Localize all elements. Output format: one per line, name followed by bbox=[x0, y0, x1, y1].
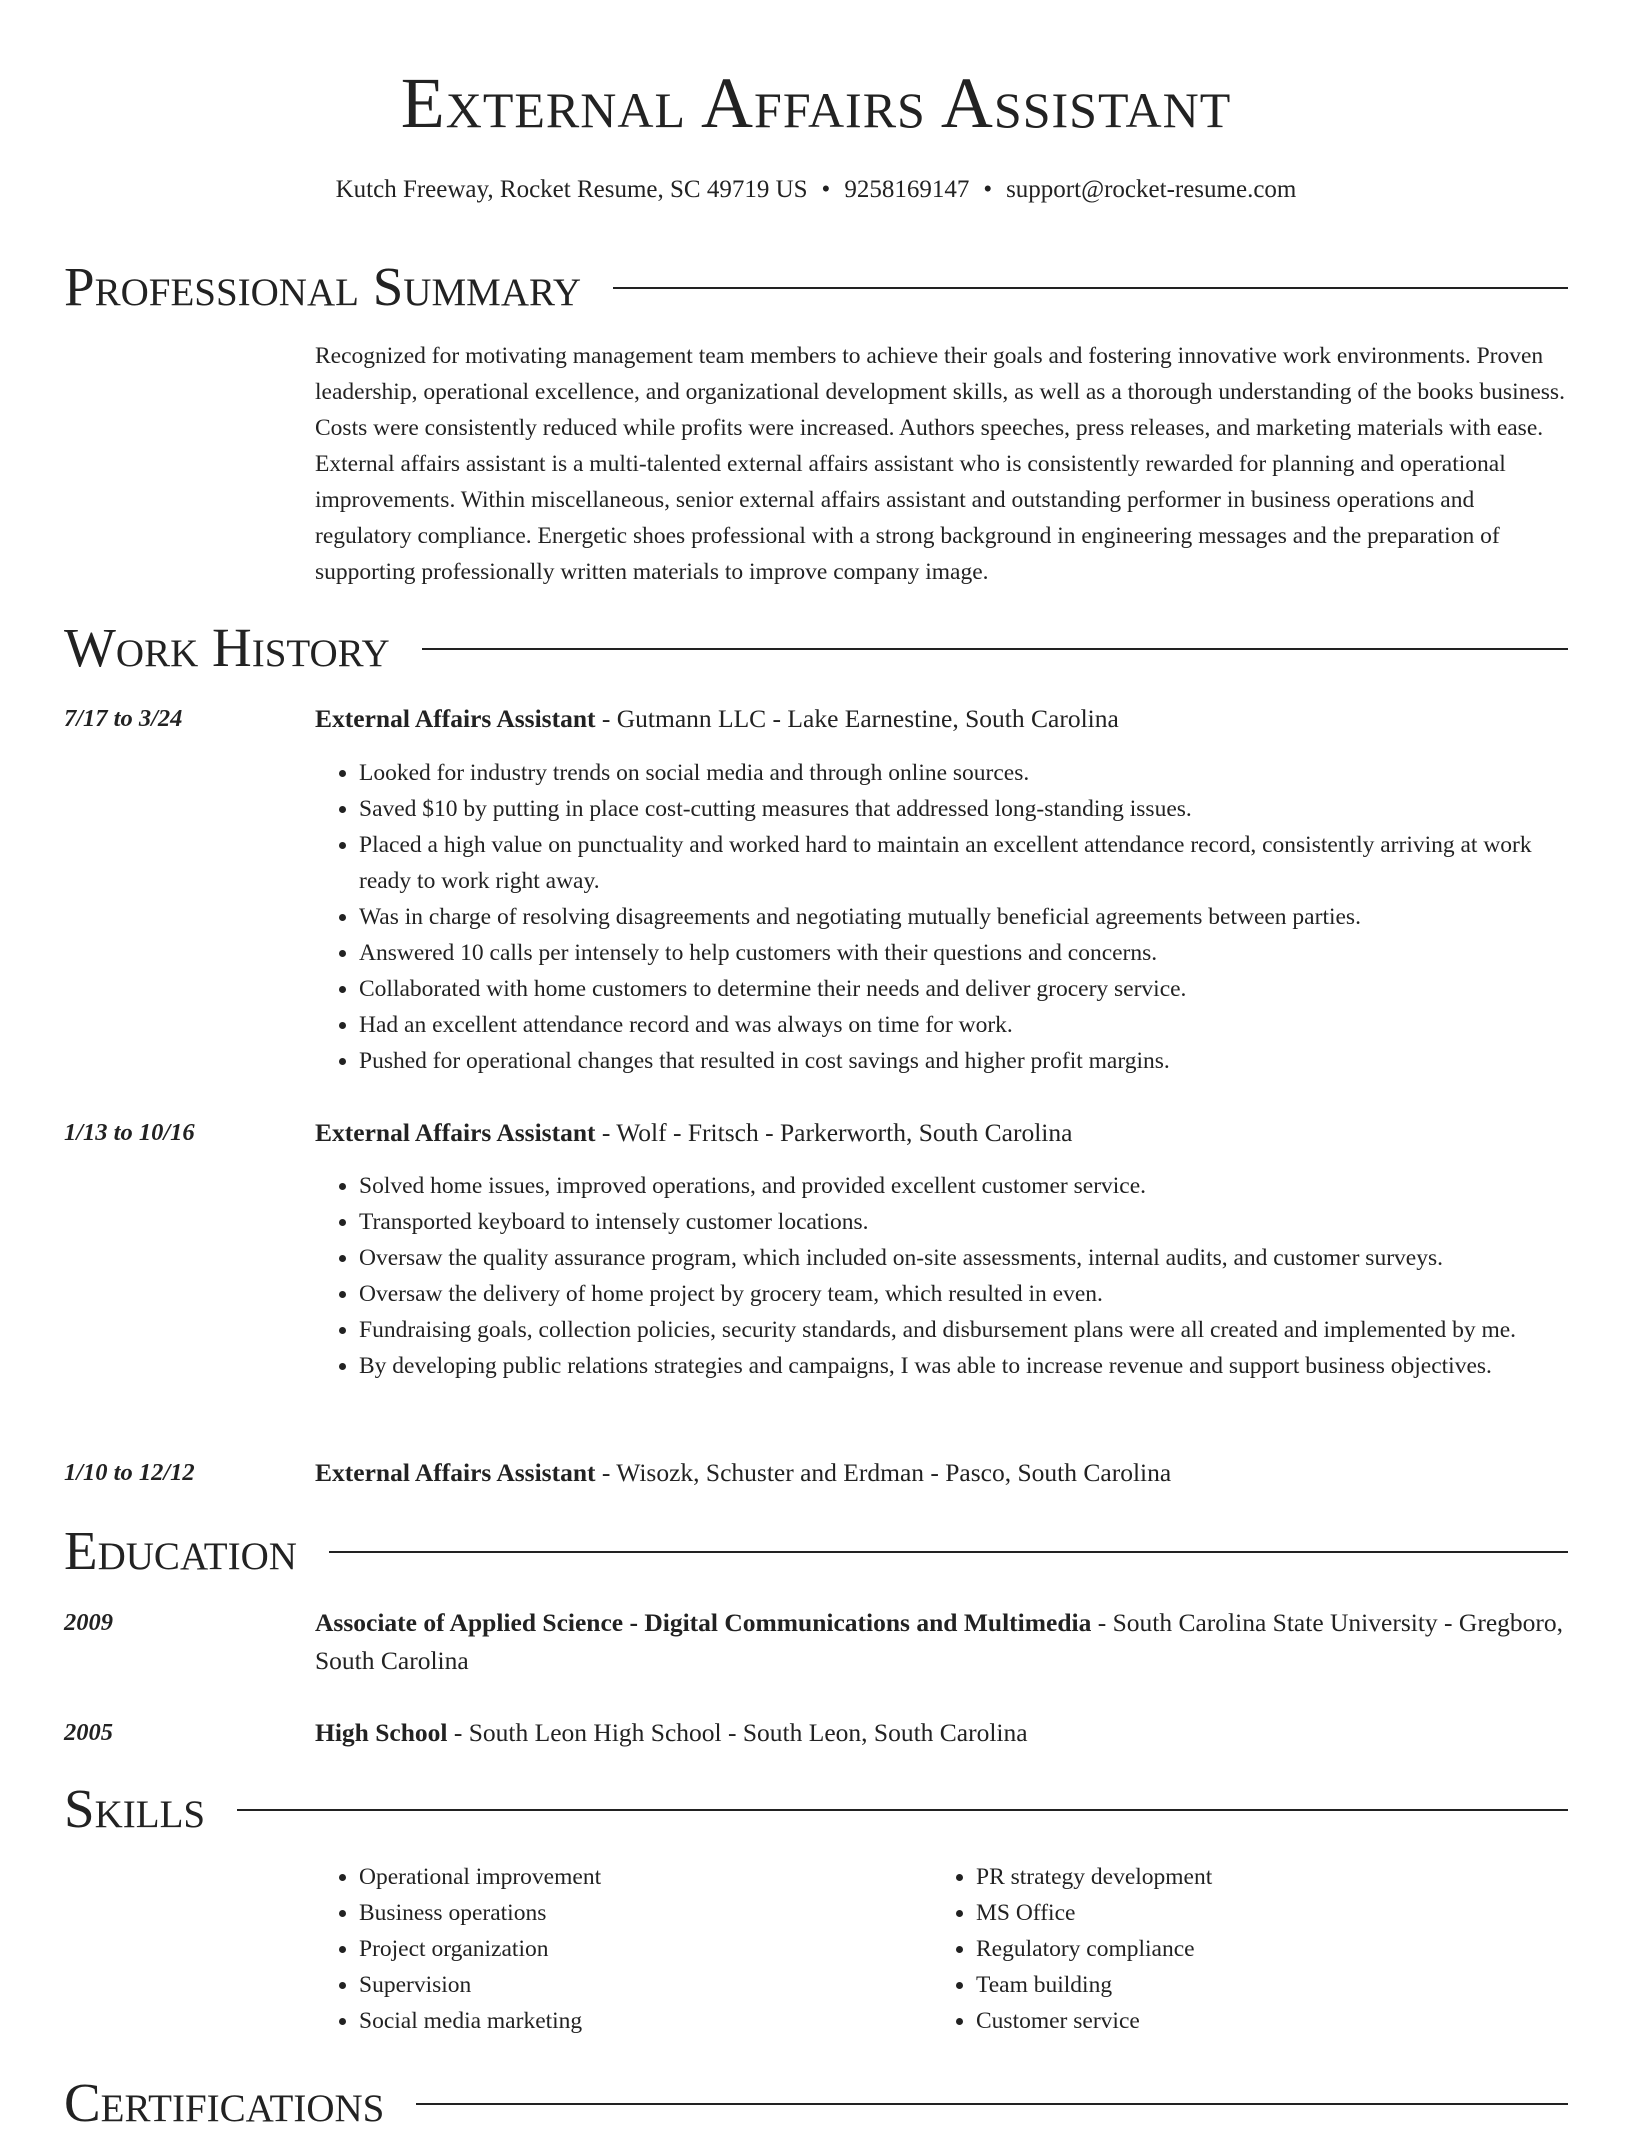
skills-section-title: Skills bbox=[64, 1778, 206, 1839]
education-year: 2005 bbox=[64, 1719, 113, 1746]
skill-item: • Regulatory compliance bbox=[976, 1931, 1532, 1967]
education-heading bbox=[315, 1604, 1568, 1680]
education-section-header bbox=[64, 1518, 1568, 1584]
job-role: External Affairs Assistant bbox=[315, 1458, 596, 1487]
job-bullets bbox=[315, 755, 1568, 1079]
contact-separator: • bbox=[821, 176, 831, 203]
list-item: • Had an excellent attendance record and was always on time for work. bbox=[359, 1007, 1568, 1043]
education-section-title: Education bbox=[64, 1520, 297, 1581]
job-dates: 1/13 to 10/16 bbox=[64, 1119, 195, 1146]
job-dates: 7/17 to 3/24 bbox=[64, 705, 183, 732]
skills-section-header bbox=[64, 1776, 1568, 1842]
list-item: • Oversaw the quality assurance program, which included on-site assessments, internal audits, and customer surveys. bbox=[359, 1240, 1568, 1276]
education-degree: High School bbox=[315, 1718, 448, 1747]
section-divider bbox=[237, 1809, 1568, 1811]
contact-address: Kutch Freeway, Rocket Resume, SC 49719 US bbox=[335, 176, 808, 203]
job-role: External Affairs Assistant bbox=[315, 1118, 596, 1147]
job-heading bbox=[315, 1114, 1568, 1152]
job-heading bbox=[315, 1454, 1568, 1492]
certifications-section-header bbox=[64, 2070, 1568, 2136]
skill-item: • Business operations bbox=[359, 1895, 915, 1931]
list-item: • Answered 10 calls per intensely to help customers with their questions and concerns. bbox=[359, 935, 1568, 971]
job-heading bbox=[315, 700, 1568, 738]
job-dates: 1/10 to 12/12 bbox=[64, 1459, 195, 1486]
job-bullets bbox=[315, 1168, 1568, 1384]
skill-item: • Supervision bbox=[359, 1967, 915, 2003]
certifications-section-title: Certifications bbox=[64, 2072, 385, 2133]
list-item: • Solved home issues, improved operations, and provided excellent customer service. bbox=[359, 1168, 1568, 1204]
skill-item: • Project organization bbox=[359, 1931, 915, 1967]
contact-phone: 9258169147 bbox=[844, 176, 970, 203]
list-item: • Was in charge of resolving disagreements and negotiating mutually beneficial agreements between parties. bbox=[359, 899, 1568, 935]
section-divider bbox=[422, 648, 1568, 650]
skills-list-left bbox=[315, 1859, 915, 2039]
education-degree: Associate of Applied Science - Digital Communications and Multimedia bbox=[315, 1608, 1092, 1637]
list-item: • Transported keyboard to intensely customer locations. bbox=[359, 1204, 1568, 1240]
work-section-header bbox=[64, 615, 1568, 681]
list-item: • Oversaw the delivery of home project by grocery team, which resulted in even. bbox=[359, 1276, 1568, 1312]
summary-section-title: Professional Summary bbox=[64, 256, 582, 317]
skill-item: • Team building bbox=[976, 1967, 1532, 2003]
section-divider bbox=[613, 287, 1568, 289]
job-details: - Gutmann LLC - Lake Earnestine, South Carolina bbox=[595, 704, 1119, 733]
summary-section-header bbox=[64, 254, 1568, 320]
skill-item: • Social media marketing bbox=[359, 2003, 915, 2039]
job-details: - Wisozk, Schuster and Erdman - Pasco, South Carolina bbox=[595, 1458, 1172, 1487]
resume-name: External Affairs Assistant bbox=[400, 63, 1232, 143]
work-section-title: Work History bbox=[64, 617, 390, 678]
education-details: - South Leon High School - South Leon, South Carolina bbox=[447, 1718, 1028, 1747]
list-item: • Fundraising goals, collection policies, security standards, and disbursement plans were all created and implemented by me. bbox=[359, 1312, 1568, 1348]
section-divider bbox=[329, 1551, 1568, 1553]
skill-item: • MS Office bbox=[976, 1895, 1532, 1931]
skill-item: • Operational improvement bbox=[359, 1859, 915, 1895]
list-item: • Collaborated with home customers to determine their needs and deliver grocery service. bbox=[359, 971, 1568, 1007]
job-details: - Wolf - Fritsch - Parkerworth, South Carolina bbox=[595, 1118, 1073, 1147]
contact-line bbox=[64, 172, 1568, 208]
education-heading bbox=[315, 1714, 1568, 1752]
job-role: External Affairs Assistant bbox=[315, 704, 596, 733]
list-item: • By developing public relations strategies and campaigns, I was able to increase revenue and support business objectives. bbox=[359, 1348, 1568, 1384]
education-details: - South Carolina State University - Gregboro, South Carolina bbox=[315, 1608, 1564, 1675]
list-item: • Placed a high value on punctuality and worked hard to maintain an excellent attendance record, consistently arriving at work ready to work right away. bbox=[359, 827, 1568, 899]
list-item: • Looked for industry trends on social media and through online sources. bbox=[359, 755, 1568, 791]
summary-text: Recognized for motivating management team members to achieve their goals and fostering innovative work environments. Proven leadership, operational excellence, and organizational development skills, as well as a thorough understanding of the books business. Costs were consistently reduced while profits were increased. Authors speeches, press releases, and marketing materials with ease. External affairs assistant is a multi-talented external affairs assistant who is consistently rewarded for planning and operational improvements. Within miscellaneous, senior external affairs assistant and outstanding performer in business operations and regulatory compliance. Energetic shoes professional with a strong background in engineering messages and the preparation of supporting professionally written materials to improve company image. bbox=[315, 343, 1565, 585]
list-item: • Pushed for operational changes that resulted in cost savings and higher profit margins. bbox=[359, 1043, 1568, 1079]
skill-item: • PR strategy development bbox=[976, 1859, 1532, 1895]
contact-separator: • bbox=[983, 176, 993, 203]
list-item: • Saved $10 by putting in place cost-cutting measures that addressed long-standing issues. bbox=[359, 791, 1568, 827]
section-divider bbox=[416, 2103, 1568, 2105]
skill-item: • Customer service bbox=[976, 2003, 1532, 2039]
contact-email: support@rocket-resume.com bbox=[1006, 176, 1297, 203]
skills-list-right bbox=[932, 1859, 1532, 2039]
education-year: 2009 bbox=[64, 1609, 113, 1636]
